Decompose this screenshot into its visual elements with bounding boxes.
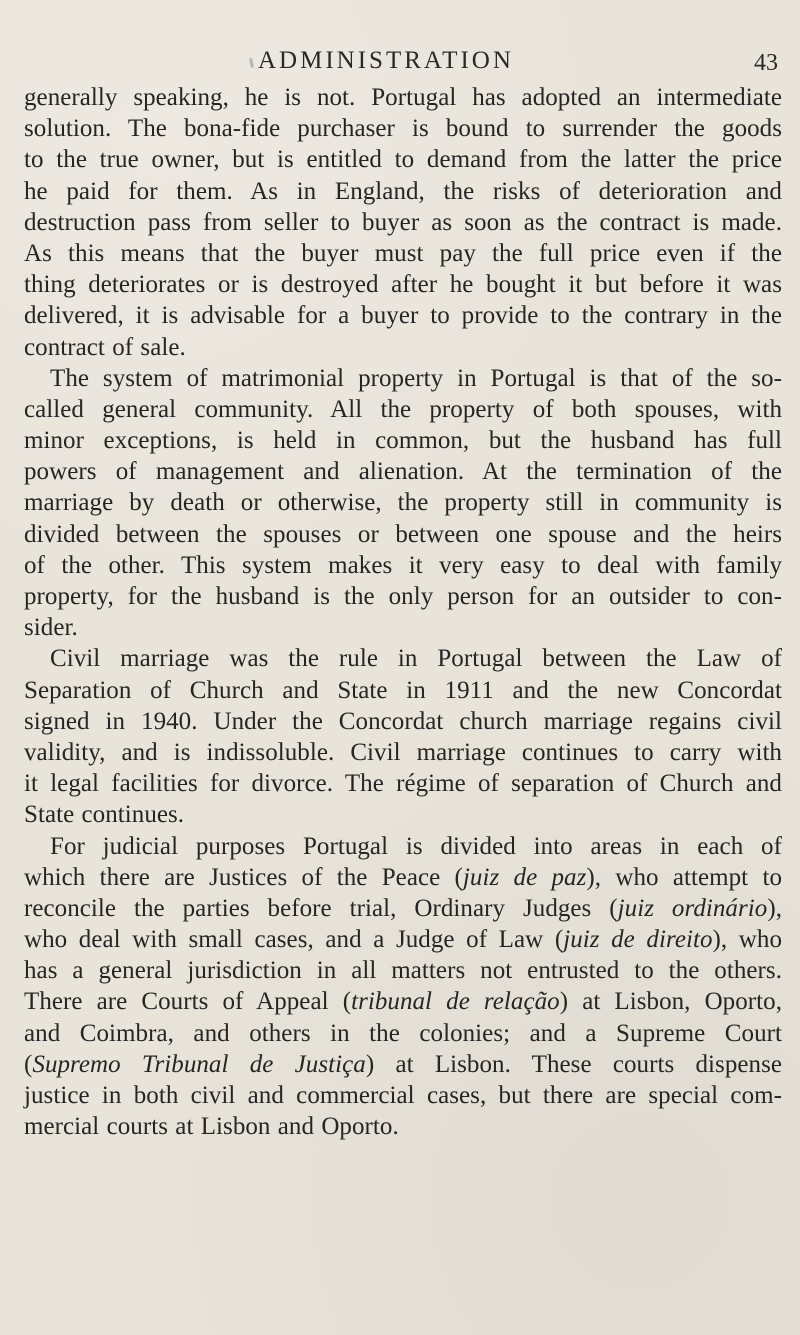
paragraph-civil-marriage	[24, 643, 782, 830]
page-number: 43	[754, 50, 778, 76]
text-segment: ), who	[712, 926, 782, 954]
text-segment: ),	[767, 894, 782, 922]
text-segment: ) at Lisbon, Oporto,	[559, 988, 782, 1016]
text-line: signed in 1940. Under the Concordat church marriage regains civil	[24, 707, 782, 735]
text-line: called general community. All the property of both spouses, with	[24, 395, 782, 423]
text-segment: justice in both civil and commercial cases, but there are special com-	[24, 1082, 782, 1109]
text-line	[24, 1049, 782, 1080]
italic-term: juiz ordinário	[617, 894, 768, 922]
text-line: of the other. This system makes it very easy to deal with family	[24, 551, 782, 579]
text-line: State continues.	[24, 801, 185, 829]
text-line: delivered, it is advisable for a buyer to provide to the contrary in the	[24, 302, 782, 330]
text-segment: There are Courts of Appeal (	[24, 988, 352, 1016]
paragraph-sale-of-goods	[24, 82, 782, 363]
paragraph-matrimonial-property	[24, 363, 782, 644]
text-line	[24, 955, 782, 986]
text-line: Civil marriage was the rule in Portugal between the Law of	[50, 645, 782, 673]
text-segment: has a general jurisdiction in all matters not entrusted to the others.	[24, 957, 782, 985]
text-line: thing deteriorates or is destroyed after he bought it but before it was	[24, 271, 782, 299]
text-segment: For judicial purposes Portugal is divided into areas in each of	[50, 832, 782, 860]
text-segment: ), who attempt to	[586, 863, 782, 891]
text-line: sider.	[24, 614, 78, 642]
text-line	[24, 1111, 782, 1142]
paragraph-judicial-courts	[24, 831, 782, 1143]
text-line	[24, 893, 782, 924]
text-segment: mercial courts at Lisbon and Oporto.	[24, 1113, 399, 1141]
page-header	[258, 46, 778, 84]
text-line: divided between the spouses or between one spouse and the heirs	[24, 520, 782, 548]
ink-mark	[249, 58, 254, 68]
text-line: powers of management and alienation. At the termination of the	[24, 458, 782, 486]
text-line: he paid for them. As in England, the risks of deterioration and	[24, 177, 782, 205]
text-line	[24, 831, 782, 862]
running-title: ADMINISTRATION	[258, 47, 514, 74]
text-line: to the true owner, but is entitled to demand from the latter the price	[24, 146, 782, 174]
text-segment: who deal with small cases, and a Judge of Law (	[24, 926, 564, 954]
body-text	[24, 82, 782, 1142]
text-line	[24, 924, 782, 955]
italic-term: juiz de paz	[462, 863, 587, 891]
text-line: property, for the husband is the only person for an outsider to con-	[24, 583, 782, 610]
text-segment: and Coimbra, and others in the colonies; and a Supreme Court	[24, 1019, 782, 1047]
text-line: minor exceptions, is held in common, but the husband has full	[24, 427, 782, 455]
text-segment: (	[24, 1050, 33, 1078]
text-line: generally speaking, he is not. Portugal has adopted an intermediate	[24, 84, 782, 111]
text-line: it legal facilities for divorce. The régime of separation of Church and	[24, 770, 782, 798]
text-line: The system of matrimonial property in Portugal is that of the so-	[50, 364, 782, 392]
text-line: marriage by death or otherwise, the property still in community is	[24, 489, 782, 517]
text-line: solution. The bona-fide purchaser is bound to surrender the goods	[24, 115, 782, 143]
text-segment: which there are Justices of the Peace (	[24, 863, 463, 891]
text-line: destruction pass from seller to buyer as soon as the contract is made.	[24, 208, 782, 236]
text-segment: reconcile the parties before trial, Ordinary Judges (	[24, 894, 618, 922]
text-line	[24, 862, 782, 893]
text-line: Separation of Church and State in 1911 and the new Concordat	[24, 676, 782, 704]
italic-term: tribunal de relação	[351, 988, 560, 1016]
text-line	[24, 986, 782, 1017]
italic-term: Supremo Tribunal de Justiça	[32, 1050, 366, 1078]
text-line: contract of sale.	[24, 333, 186, 361]
text-line	[24, 1080, 782, 1111]
text-segment: ) at Lisbon. These courts dispense	[365, 1050, 782, 1078]
text-line	[24, 1018, 782, 1049]
text-line: validity, and is indissoluble. Civil marriage continues to carry with	[24, 738, 782, 766]
italic-term: juiz de direito	[563, 926, 713, 954]
text-line: As this means that the buyer must pay the full price even if the	[24, 239, 782, 267]
